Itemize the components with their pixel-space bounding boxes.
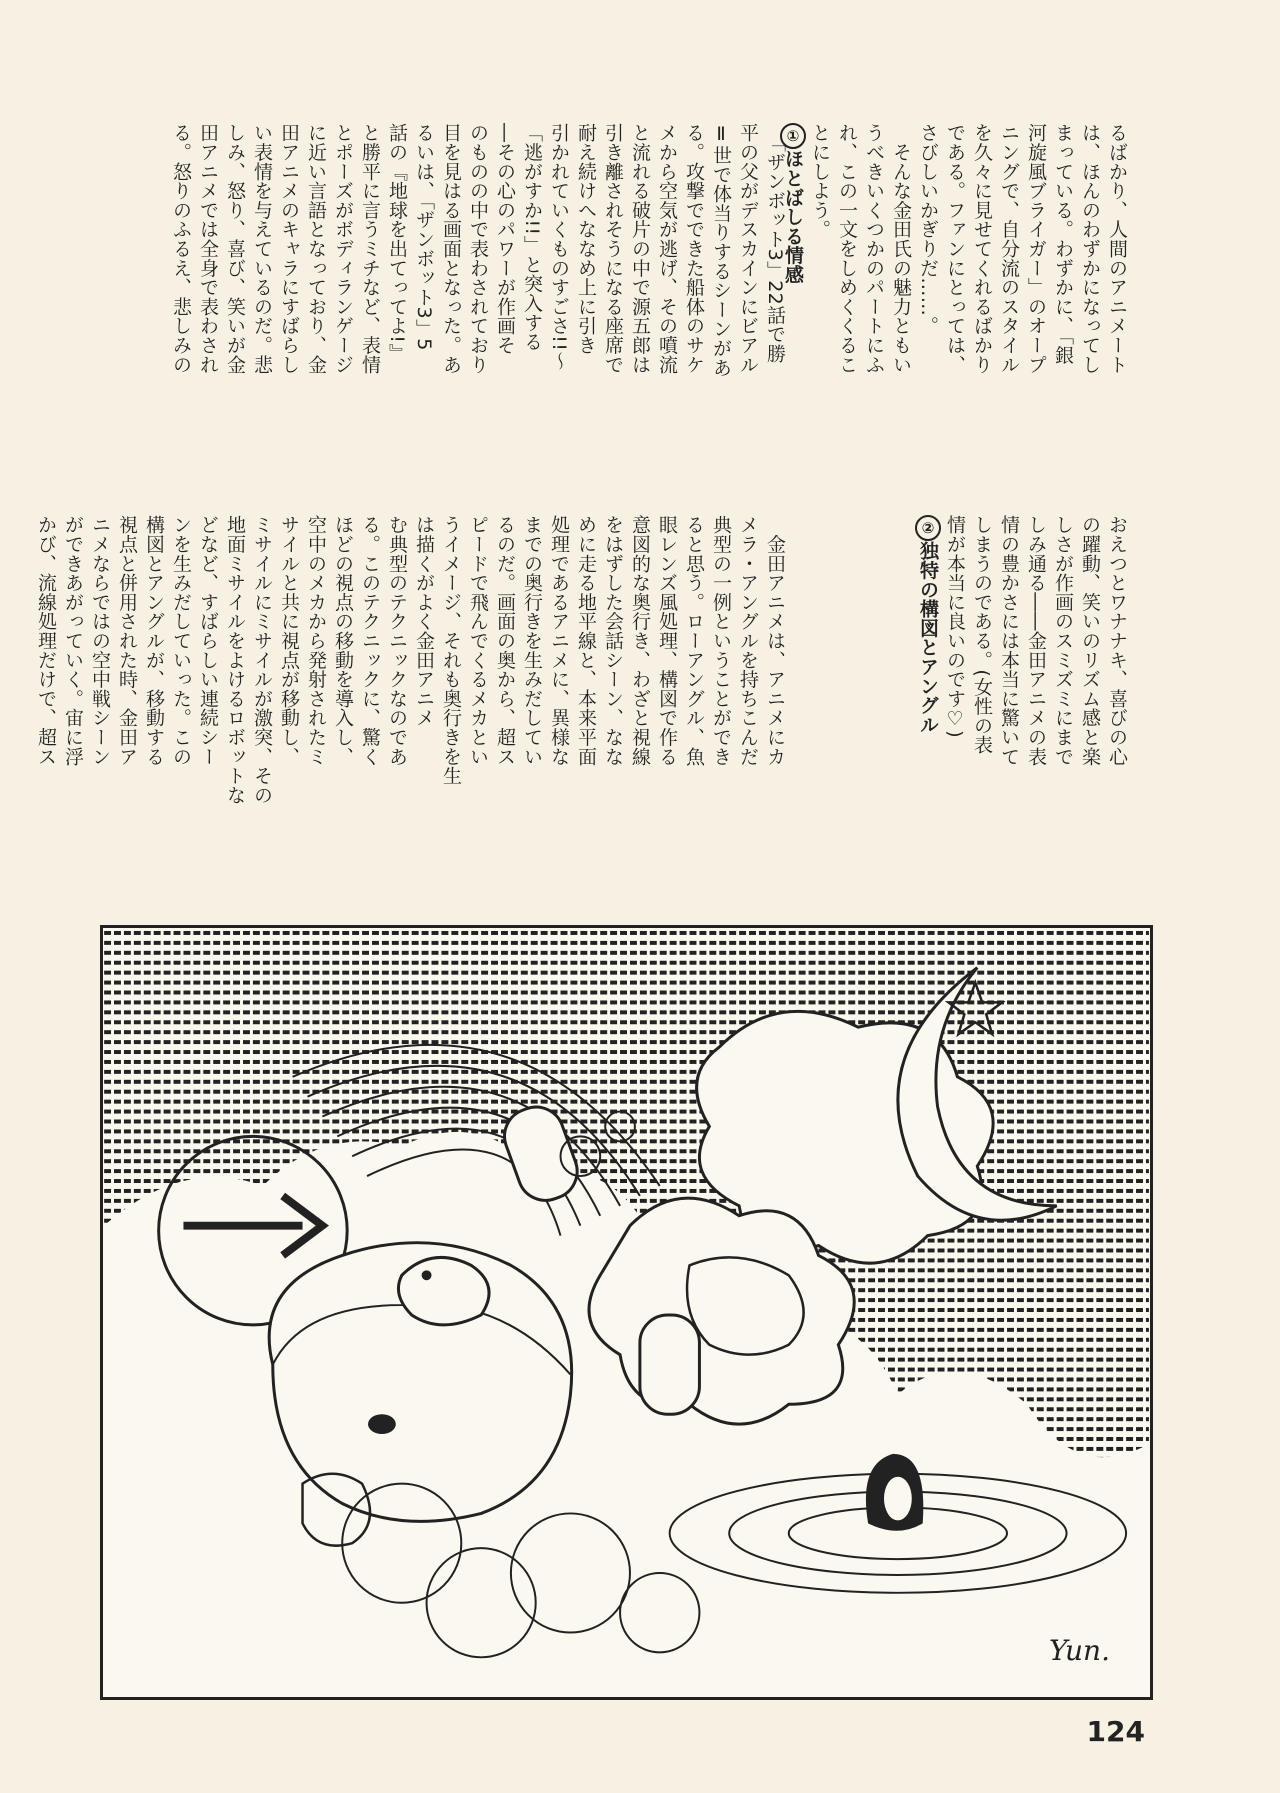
arrow-icon — [183, 1196, 322, 1256]
page-number: 124 — [1086, 1715, 1145, 1748]
body-text: 「ザンボット3」22話で勝 平の父がデスカインにビアル Ⅱ世で体当りするシーンがあ る。攻撃でできた船体のサケ メから空気が逃げ、その噴流 と流れる破片の中で源五郎は 引き離されそうになる座席で 耐え続けへななめ上に引き 引かれていくものすごさ!!〜 「逃がすか!!」と突入する ―その心のパワーが作画そ のものの中で表わされており 目を見はる画面となった。あ るいは、「ザンボット3」5 話の『地球を出てってよ!』 と勝平に言うミチなど、表情 とポーズがボディランゲージ に近い言語となっており、金 田アニメのキャラにすばらし い表情を与えているのだ。悲 しみ、怒り、喜び、笑いが金 田アニメでは全身で表わされ る。怒りのふるえ、悲しみの — [170, 123, 786, 377]
section-1-number: ① — [780, 123, 806, 149]
body-text: おえつとワナナキ、喜びの心 の躍動、笑いのリズム感と楽 しさが作画のスミズミにまで しみ通る――金田アニメの表 情の豊かさには本当に驚いて しまうのである。(女性の表 情が本当に良いのです♡) — [944, 515, 1128, 766]
penguin-on-head — [398, 1257, 489, 1324]
section-2-title: 独特の構図とアングル — [917, 541, 939, 734]
body-text: るばかり、人間のアニメート は、ほんのわずかになってし まっている。わずかに、「銀 河旋風ブライガー」のオープ ニングで、自分流のスタイル を久々に見せてくれるばかり である。ファンにとっては、 さびしいかぎりだ……。 そんな金田氏の魅力ともい うべきいくつかのパートにふ れ、この一文をしめくくるこ とにしよう。 — [809, 123, 1128, 374]
body-text: 金田アニメは、アニメにカ メラ・アングルを持ちこんだ 典型の一例ということができ ると思う。ローアングル、魚 眼レンズ風処理、構図で作る 意図的な奥行き、わざと視線 をはずした会話シーン、なな めに走る地平線と、本来平面 処理であるアニメに、異様な までの奥行きを生みだしてい るのだ。画面の奥から、超ス ピードで飛んでくるメカとい うイメージ、それも奥行きを生 は描くがよく金田アニメ む典型のテクニックなのであ る。このテクニックに、驚く ほどの視点の移動を導入し、 空中のメカから発射されたミ サイルと共に視点が移動し、 ミサイルにミサイルが激突、その 地面ミサイルをよけるロボットな どなど、すばらしい連続シー ンを生みだしていった。この 構図とアングルが、移動する 視点と併用された時、金田ア ニメならではの空中戦シーン ができあがっていく。宙に浮 かび、流線処理だけで、超ス — [35, 515, 786, 805]
illustration-drawing — [103, 928, 1150, 1697]
girl-eye — [368, 1414, 396, 1434]
article-column-upper-right — [779, 123, 1130, 498]
section-2-heading — [917, 515, 939, 734]
section-1-title: ほとばしる情感 — [782, 149, 804, 285]
artist-signature: Yun. — [1048, 1634, 1110, 1667]
article-column-lower-right — [914, 515, 1130, 923]
stone-tablet — [640, 1315, 700, 1414]
section-2-number: ② — [915, 515, 941, 541]
manga-illustration — [100, 925, 1153, 1700]
article-column-lower-left — [32, 515, 788, 923]
article-column-upper-left — [167, 123, 788, 498]
